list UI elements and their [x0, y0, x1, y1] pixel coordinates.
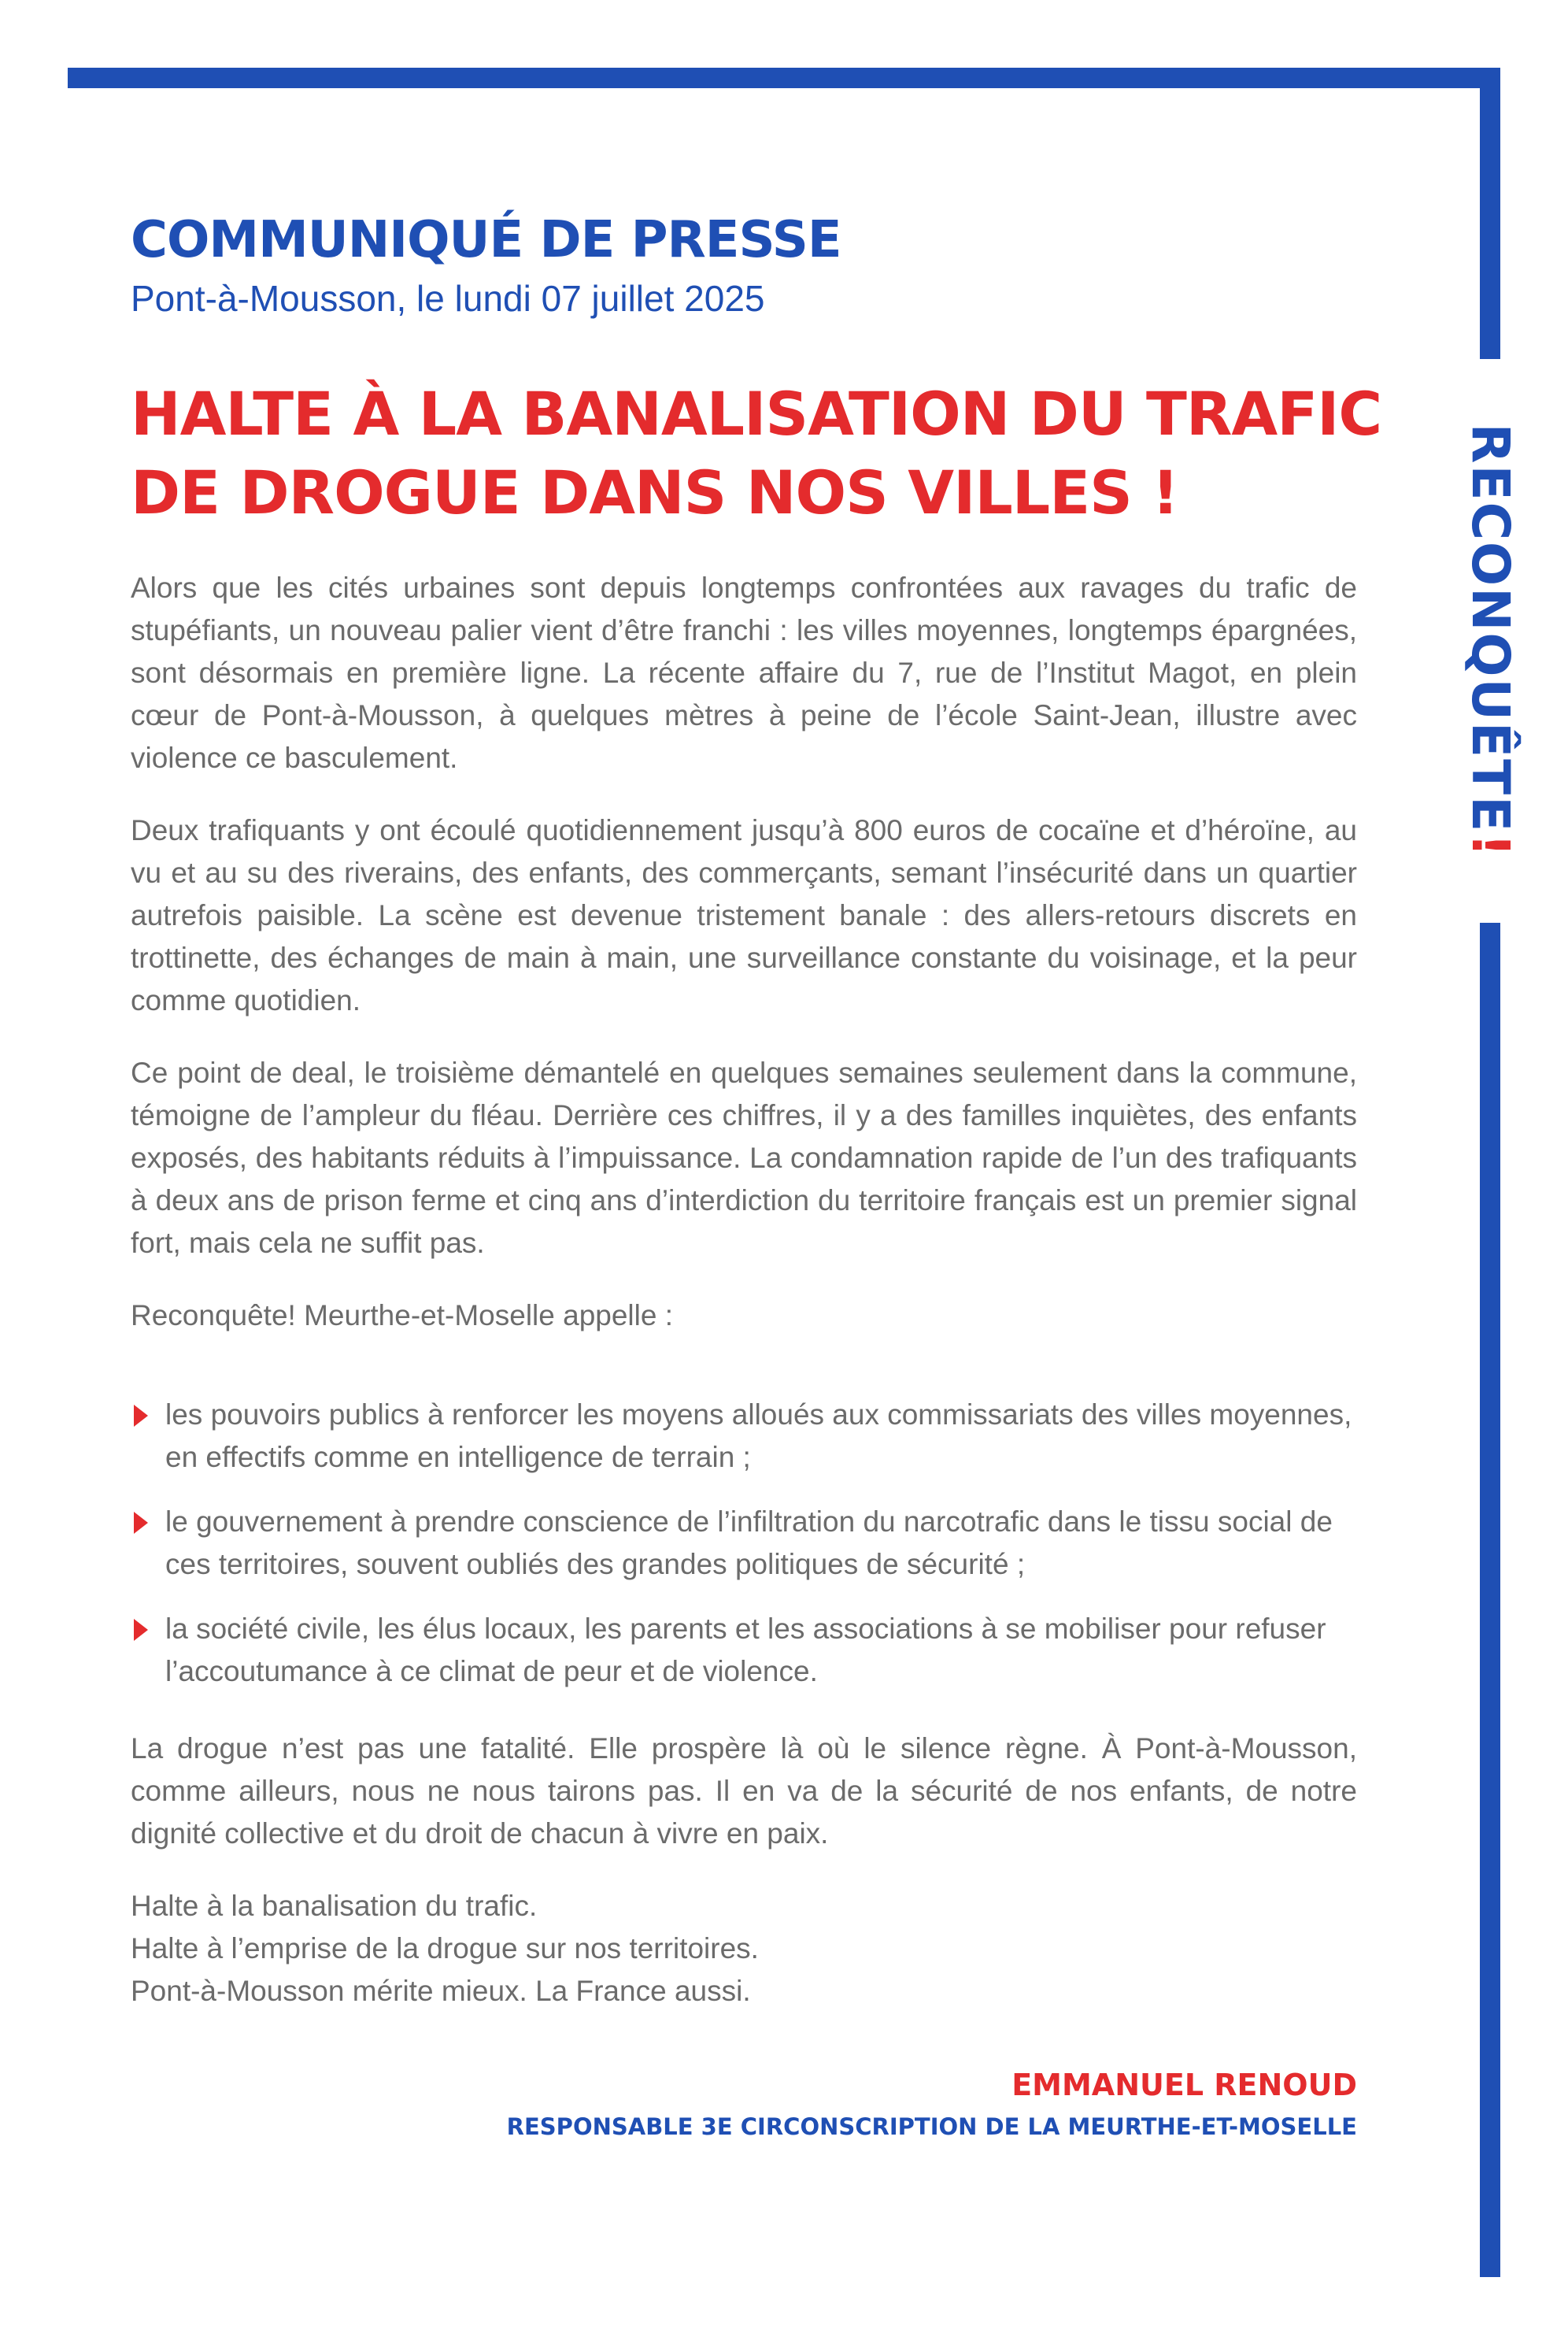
- paragraph-intro: Alors que les cités urbaines sont depuis longtemps confrontées aux ravages du trafic de stupéfiants, un nouveau palier vient d’être franchi : les villes moyennes, longtemps épargnées, sont désormais en première ligne. La récente affaire du 7, rue de l’Institut Magot, en plein cœur de Pont-à-Mousson, à quelques mètres à peine de l’école Saint-Jean, illustre avec violence ce basculement.: [131, 572, 1357, 774]
- list-item-text: la société civile, les élus locaux, les parents et les associations à se mobiliser pour refuser l’accoutumance à ce climat de peur et de violence.: [165, 1613, 1326, 1687]
- triangle-bullet-icon: [134, 1512, 148, 1534]
- demands-list: [131, 1394, 1357, 1715]
- press-release-title: COMMUNIQUÉ DE PRESSE: [131, 211, 841, 269]
- triangle-bullet-icon: [134, 1619, 148, 1641]
- press-release-date: Pont-à-Mousson, le lundi 07 juillet 2025: [131, 278, 765, 319]
- brand-logo: [1460, 423, 1521, 859]
- closing-line-2: Halte à l’emprise de la drogue sur nos territoires.: [131, 1932, 759, 1964]
- closing-lines: [131, 1885, 1357, 2013]
- paragraph-traffickers: Deux trafiquants y ont écoulé quotidiennement jusqu’à 800 euros de cocaïne et d’héroïne, au vu et au su des riverains, des enfants, des commerçants, semant l’insécurité dans un quartier autrefois paisible. La scène est devenue tristement banale : des allers-retours discrets en trottinette, des échanges de main à main, une surveillance constante du voisinage, et la peur comme quotidien.: [131, 814, 1357, 1016]
- brand-name: RECONQUÊTE: [1460, 423, 1521, 834]
- signature-role: RESPONSABLE 3E CIRCONSCRIPTION DE LA MEURTHE-ET-MOSELLE: [506, 2113, 1357, 2140]
- paragraph-call: Reconquête! Meurthe-et-Moselle appelle :: [131, 1299, 673, 1331]
- frame-top-bar: [68, 68, 1500, 88]
- frame-right-bar-upper: [1480, 68, 1500, 359]
- headline-line-1: HALTE À LA BANALISATION DU TRAFIC: [131, 379, 1382, 449]
- list-item-text: le gouvernement à prendre conscience de l’infiltration du narcotrafic dans le tissu social de ces territoires, souvent oubliés des grandes politiques de sécurité ;: [165, 1505, 1333, 1580]
- list-item-text: les pouvoirs publics à renforcer les moyens alloués aux commissariats des villes moyennes, en effectifs comme en intelligence de terrain ;: [165, 1398, 1352, 1473]
- closing-line-3: Pont-à-Mousson mérite mieux. La France aussi.: [131, 1975, 751, 2007]
- headline-line-2: DE DROGUE DANS NOS VILLES !: [131, 457, 1178, 528]
- paragraph-conclusion: La drogue n’est pas une fatalité. Elle prospère là où le silence règne. À Pont-à-Mousson, comme ailleurs, nous ne nous tairons pas. Il en va de la sécurité de nos enfants, de notre dignité collective et du droit de chacun à vivre en paix.: [131, 1732, 1357, 1850]
- brand-exclamation: !: [1460, 833, 1521, 859]
- frame-right-bar-lower: [1480, 923, 1500, 2277]
- signature-name: EMMANUEL RENOUD: [1011, 2068, 1357, 2102]
- headline: [131, 375, 1453, 532]
- list-item: [131, 1608, 1357, 1693]
- list-item: [131, 1501, 1357, 1586]
- closing-line-1: Halte à la banalisation du trafic.: [131, 1890, 538, 1922]
- list-item: [131, 1394, 1357, 1479]
- triangle-bullet-icon: [134, 1405, 148, 1427]
- paragraph-deal-point: Ce point de deal, le troisième démantelé en quelques semaines seulement dans la commune, témoigne de l’ampleur du fléau. Derrière ces chiffres, il y a des familles inquiètes, des enfants exposés, des habitants réduits à l’impuissance. La condamnation rapide de l’un des trafiquants à deux ans de prison ferme et cinq ans d’interdiction du territoire français est un premier signal fort, mais cela ne suffit pas.: [131, 1057, 1357, 1259]
